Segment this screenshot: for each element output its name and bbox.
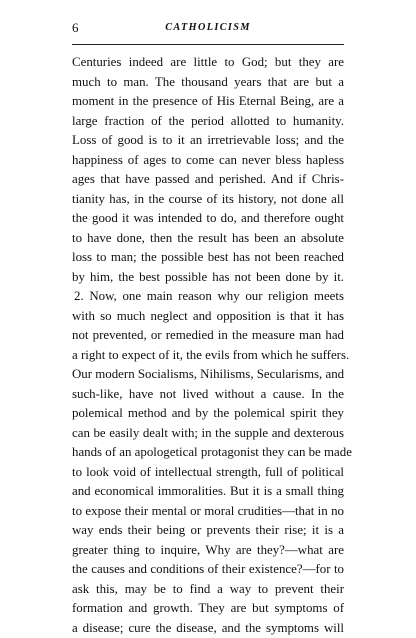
text-line-10: to have done, then the result has been an absolute [72,229,344,249]
text-line-1: Centuries indeed are little to God; but they are [72,53,344,73]
text-line-26: greater thing to inquire, Why are they?—what are [72,541,344,561]
text-line-20: can be easily dealt with; in the supple and dexterous [72,424,344,444]
text-line-15: not prevented, or remedied in the measure man had [72,326,344,346]
text-line-18: such-like, have not lived without a cause. In the [72,385,344,405]
text-line-16: a right to expect of it, the evils from which he suffers. [72,346,344,366]
text-line-4: large fraction of the period allotted to humanity. [72,112,344,132]
text-line-27: the causes and conditions of their existence?—for to [72,560,344,580]
text-line-24: to expose their mental or moral crudities—that in no [72,502,344,522]
text-line-7: ages that have passed and perished. And if Chris- [72,170,344,190]
text-line-9: the good it was intended to do, and therefore ought [72,209,344,229]
header-rule [72,44,344,45]
text-line-13: 2. Now, one main reason why our religion meets [72,287,344,307]
running-title: CATHOLICISM [72,22,344,34]
page-number: 6 [72,21,79,34]
text-line-28: ask this, may be to find a way to prevent their [72,580,344,600]
text-line-25: way ends their being or prevents their rise; it is a [72,521,344,541]
text-line-5: Loss of good is to it an irretrievable loss; and the [72,131,344,151]
text-line-29: formation and growth. They are but symptoms of [72,599,344,619]
text-line-8: tianity has, in the course of its history, not done all [72,190,344,210]
text-line-17: Our modern Socialisms, Nihilisms, Secularisms, and [72,365,344,385]
text-line-22: to look void of intellectual strength, full of political [72,463,344,483]
text-line-30: a disease; cure the disease, and the symptoms will [72,619,344,638]
text-line-12: by him, the best possible has not been done by it. [72,268,344,288]
text-line-11: loss to man; the possible best has not been reached [72,248,344,268]
body-text [72,53,344,638]
text-line-2: much to man. The thousand years that are but a [72,73,344,93]
text-line-23: and economical immoralities. But it is a small thing [72,482,344,502]
text-line-14: with so much neglect and opposition is that it has [72,307,344,327]
text-line-21: hands of an apologetical protagonist they can be made [72,443,344,463]
text-line-3: moment in the presence of His Eternal Being, are a [72,92,344,112]
text-line-19: polemical method and by the polemical spirit they [72,404,344,424]
text-line-6: happiness of ages to come can never bless hapless [72,151,344,171]
